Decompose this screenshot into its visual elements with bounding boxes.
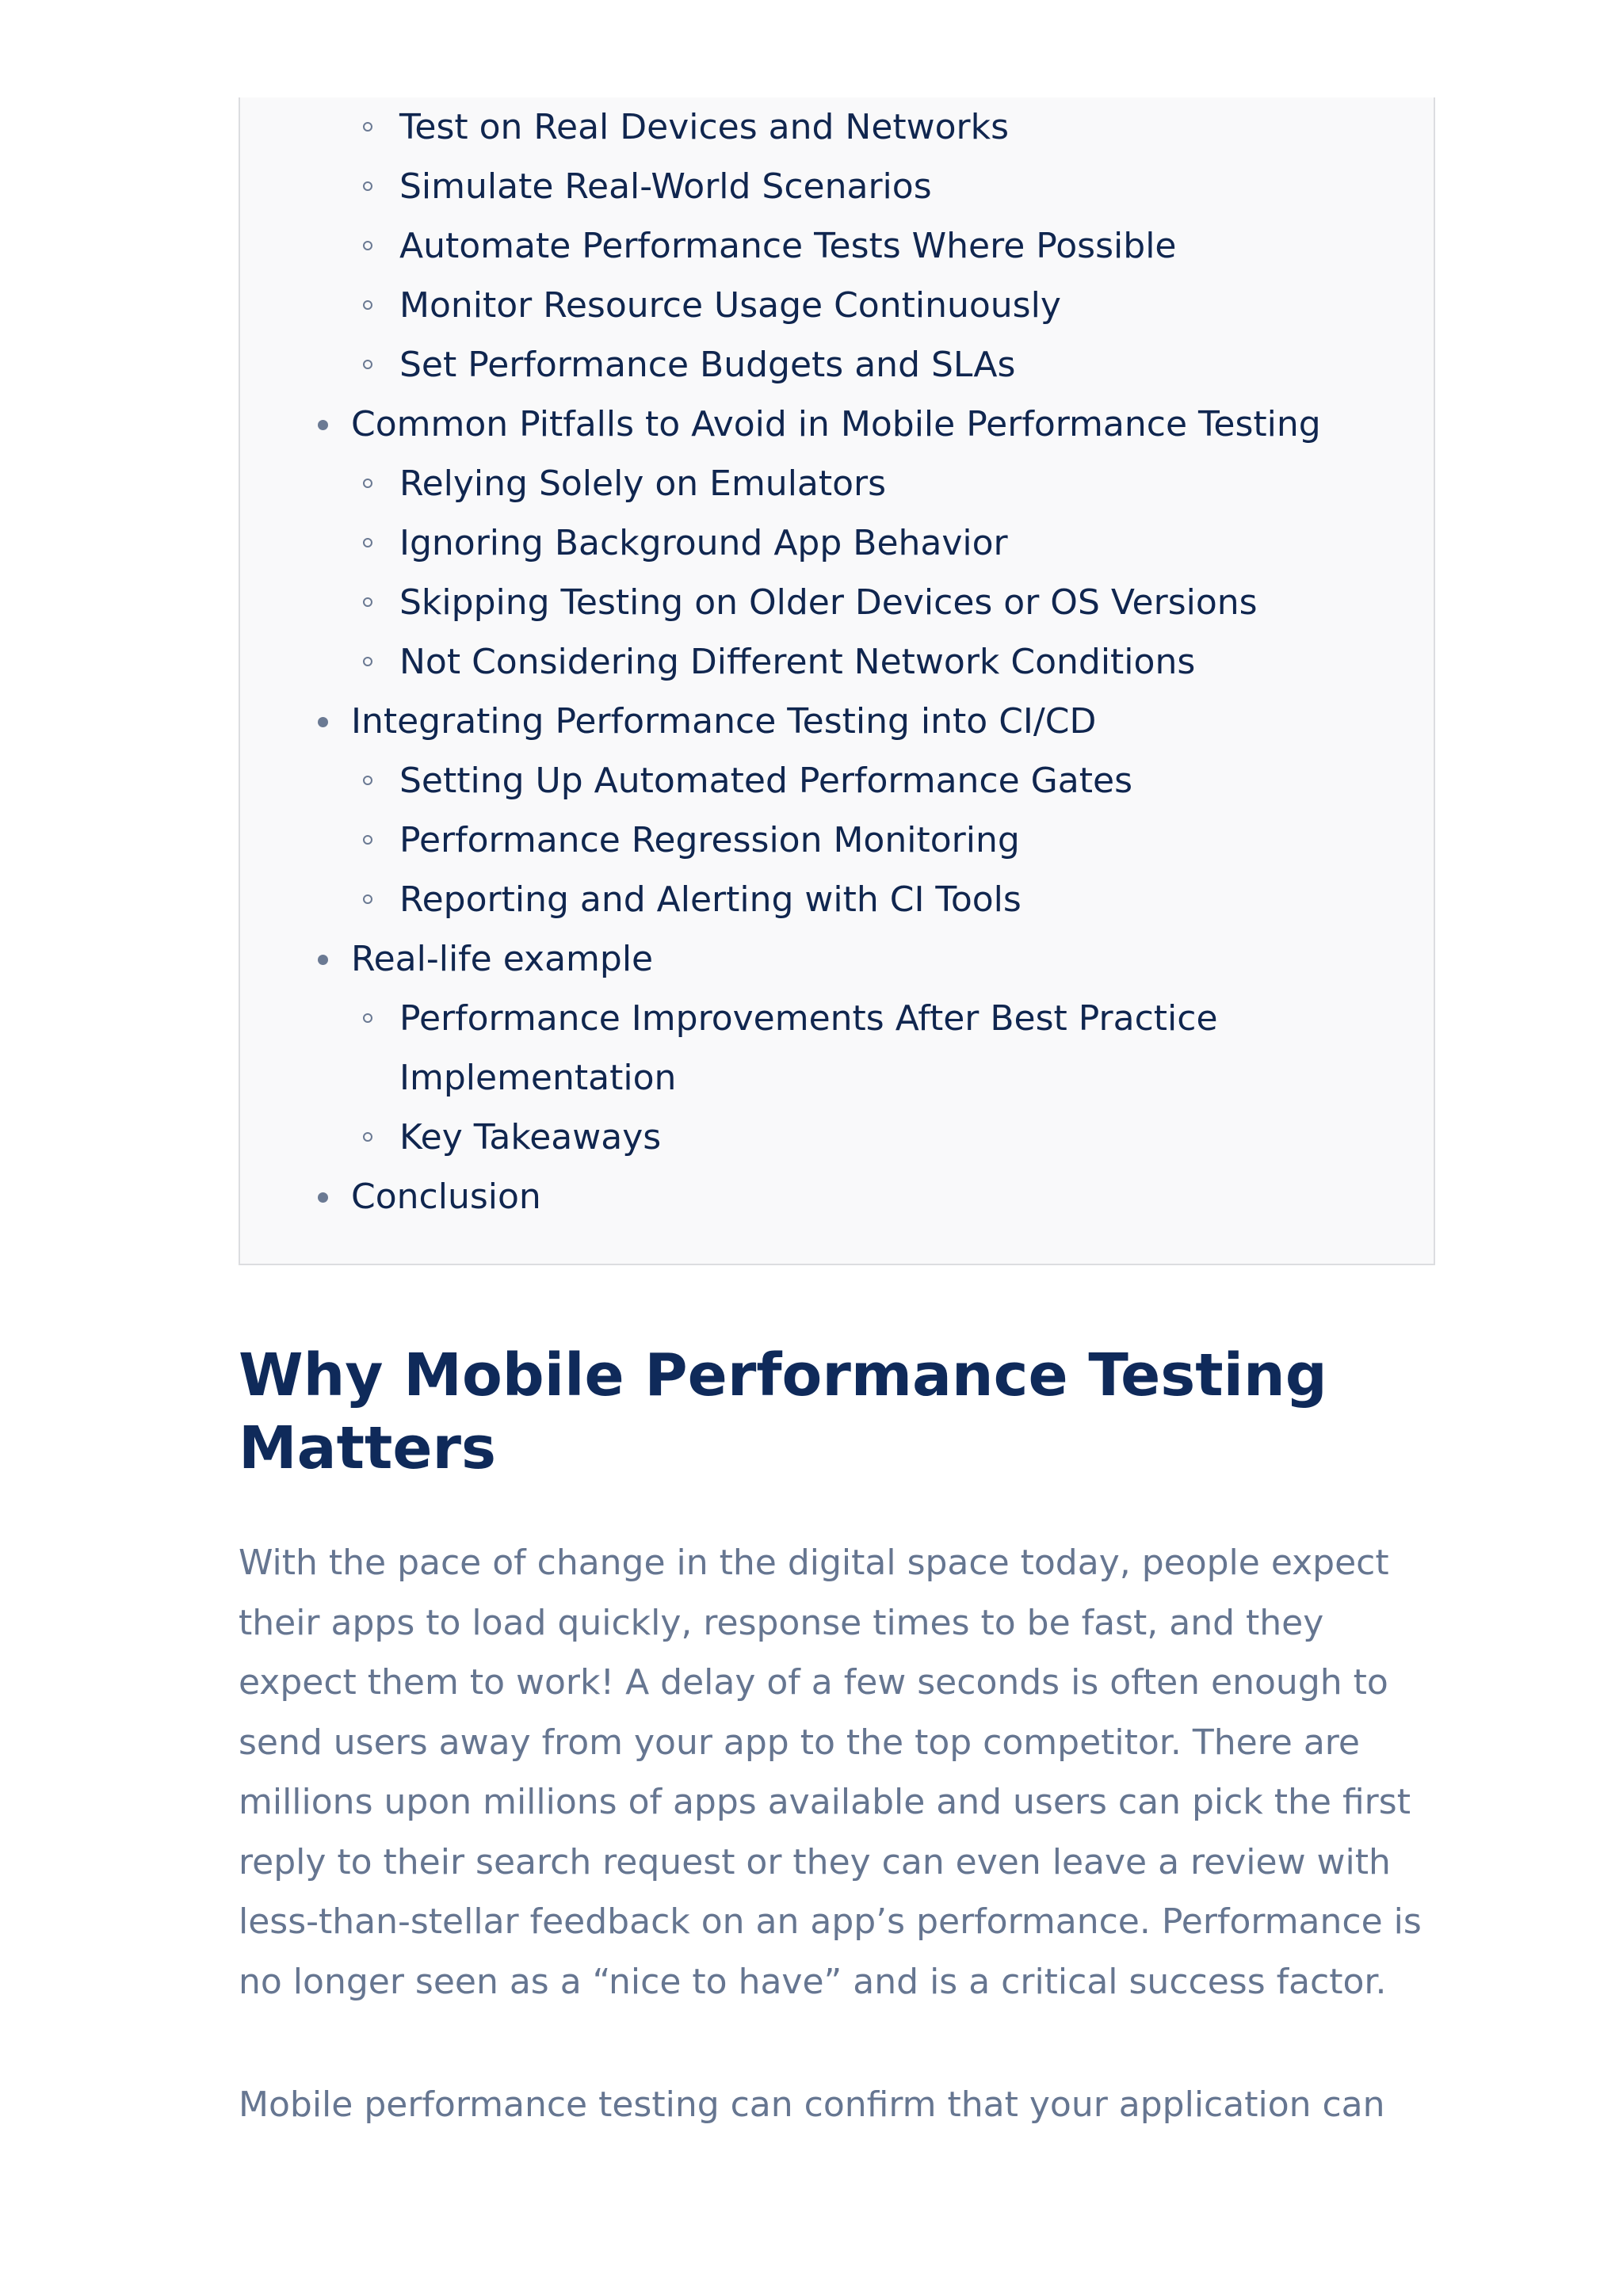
toc-item-label[interactable]: Performance Improvements After Best Practice <box>399 998 1218 1039</box>
toc-item-label[interactable]: Set Performance Budgets and SLAs <box>399 345 1016 385</box>
disc-bullet-icon <box>318 420 328 430</box>
toc-item-common-pitfalls[interactable] <box>351 395 1321 454</box>
toc-item-label[interactable]: Test on Real Devices and Networks <box>399 107 1010 147</box>
toc-item-network-conditions[interactable] <box>399 632 1195 692</box>
section-heading <box>239 1339 1427 1485</box>
body-paragraph: With the pace of change in the digital space today, people expect their apps to load quickly, response times to be fast, and they expect them to work! A delay of a few seconds is often enough to send users away from your app to the top competitor. There are millions upon millions of apps available and users can pick the first reply to their search request or they can even leave a review with less-than-stellar feedback on an app’s performance. Performance is no longer seen as a “nice to have” and is a critical success factor. <box>239 1543 1422 2002</box>
toc-item-label[interactable]: Common Pitfalls to Avoid in Mobile Performance Testing <box>351 404 1321 444</box>
toc-item-relying-on-emulators[interactable] <box>399 454 886 513</box>
toc-item-older-devices[interactable] <box>399 573 1258 632</box>
section-heading-line-1: Why Mobile Performance Testing <box>239 1341 1327 1409</box>
toc-item-regression-monitoring[interactable] <box>399 810 1020 870</box>
section-heading-line-2: Matters <box>239 1414 497 1482</box>
toc-item-key-takeaways[interactable] <box>399 1108 661 1167</box>
toc-item-reporting-alerting[interactable] <box>399 870 1022 929</box>
toc-item-ci-cd[interactable] <box>351 692 1096 751</box>
circle-bullet-icon <box>363 894 372 904</box>
table-of-contents <box>239 97 1435 1265</box>
toc-item-label[interactable]: Setting Up Automated Performance Gates <box>399 761 1132 801</box>
toc-item-performance-improvements[interactable] <box>399 989 1218 1098</box>
circle-bullet-icon <box>363 241 372 250</box>
disc-bullet-icon <box>318 717 328 727</box>
toc-item-label[interactable]: Simulate Real-World Scenarios <box>399 166 932 207</box>
circle-bullet-icon <box>363 122 372 132</box>
circle-bullet-icon <box>363 1013 372 1023</box>
disc-bullet-icon <box>318 1192 328 1203</box>
circle-bullet-icon <box>363 300 372 310</box>
circle-bullet-icon <box>363 181 372 191</box>
toc-item-test-on-real-devices[interactable] <box>399 97 1009 157</box>
toc-item-label[interactable]: Monitor Resource Usage Continuously <box>399 285 1061 326</box>
toc-item-label-continuation[interactable]: Implementation <box>399 1058 677 1098</box>
toc-item-label[interactable]: Reporting and Alerting with CI Tools <box>399 879 1022 920</box>
toc-item-performance-gates[interactable] <box>399 751 1132 810</box>
toc-item-label[interactable]: Not Considering Different Network Conditions <box>399 642 1196 682</box>
toc-item-label[interactable]: Conclusion <box>351 1177 541 1217</box>
circle-bullet-icon <box>363 835 372 845</box>
toc-item-label[interactable]: Relying Solely on Emulators <box>399 463 887 504</box>
toc-item-performance-budgets[interactable] <box>399 335 1015 395</box>
circle-bullet-icon <box>363 479 372 488</box>
toc-item-label[interactable]: Ignoring Background App Behavior <box>399 523 1008 563</box>
toc-item-label[interactable]: Real-life example <box>351 939 654 979</box>
toc-item-automate-tests[interactable] <box>399 216 1176 276</box>
circle-bullet-icon <box>363 597 372 607</box>
circle-bullet-icon <box>363 1132 372 1142</box>
toc-item-label[interactable]: Key Takeaways <box>399 1117 662 1158</box>
toc-item-simulate-scenarios[interactable] <box>399 157 932 216</box>
circle-bullet-icon <box>363 360 372 369</box>
toc-item-background-behavior[interactable] <box>399 513 1008 573</box>
toc-item-label[interactable]: Automate Performance Tests Where Possible <box>399 226 1177 266</box>
toc-item-conclusion[interactable] <box>351 1167 541 1226</box>
toc-item-label[interactable]: Skipping Testing on Older Devices or OS Versions <box>399 582 1258 623</box>
toc-item-real-life-example[interactable] <box>351 929 653 989</box>
toc-item-label[interactable]: Integrating Performance Testing into CI/CD <box>351 701 1097 742</box>
circle-bullet-icon <box>363 538 372 547</box>
disc-bullet-icon <box>318 955 328 965</box>
toc-item-label[interactable]: Performance Regression Monitoring <box>399 820 1020 860</box>
body-paragraph-continued: Mobile performance testing can confirm that your application can <box>239 2084 1385 2125</box>
circle-bullet-icon <box>363 657 372 666</box>
toc-item-monitor-resource-usage[interactable] <box>399 276 1061 335</box>
circle-bullet-icon <box>363 776 372 785</box>
